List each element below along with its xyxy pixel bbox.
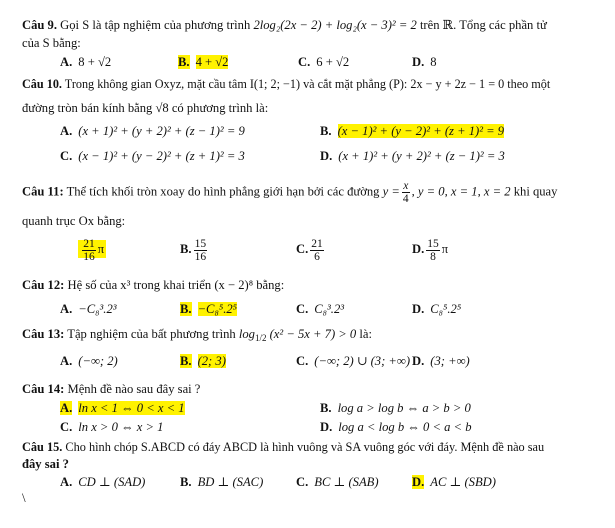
eq-rest: , y = 0, x = 1, x = 2 [411, 184, 511, 199]
option-value: CD ⊥ (SAD) [78, 475, 146, 489]
q14-option-d[interactable]: D. log a < log b ⇔ 0 < a < b [320, 420, 472, 434]
q11-option-b[interactable]: B. $\frac{15}{16}$ [180, 237, 207, 263]
q10-option-d[interactable]: D. (x + 1)² + (y + 2)² + (z − 1)² = 3 [320, 149, 505, 163]
q9-option-d[interactable]: D. 8 [412, 55, 437, 69]
option-value: −C₈³.2³ [78, 302, 117, 316]
denominator: 6 [314, 250, 320, 263]
q15-option-b[interactable]: B. BD ⊥ (SAC) [180, 475, 264, 489]
option-value: ln x < 1 ⇔ 0 < x < 1 [78, 401, 185, 415]
q14-option-a[interactable]: A. ln x < 1 ⇔ 0 < x < 1 [60, 401, 185, 415]
q9-option-a[interactable]: A. 8 + √2 [60, 55, 112, 69]
eq-y: y = [382, 184, 400, 199]
q13-option-d[interactable]: D. (3; +∞) [412, 354, 470, 368]
question-number: Câu 11: [22, 184, 64, 199]
option-value: (x + 1)² + (y + 2)² + (z − 1)² = 3 [338, 149, 505, 163]
option-value: AC ⊥ (SBD) [430, 475, 496, 489]
option-value: −C₈⁵.2⁵ [197, 302, 238, 316]
question-number: Câu 14: [22, 382, 65, 396]
question-text: Thể tích khối tròn xoay do hình phẳng giới hạn bởi các đường [66, 184, 380, 199]
question-11-cont [22, 212, 605, 230]
equation: 2log₂(2x − 2) + log₂(x − 3)² = 2 [253, 18, 417, 32]
q13-option-b[interactable]: B. (2; 3) [180, 354, 226, 368]
denominator: 4 [402, 193, 409, 205]
option-value: (x − 1)² + (y − 2)² + (z + 1)² = 3 [78, 149, 245, 163]
option-tail: π [441, 242, 449, 256]
inequality: (x² − 5x + 7) > 0 [269, 327, 357, 341]
option-value: 4 + √2 [195, 55, 229, 69]
option-value: 8 [430, 55, 437, 69]
question-text: đường tròn bán kính bằng √8 có phương trình là: [22, 101, 269, 115]
stray-backslash: \ [22, 490, 26, 505]
question-number: Câu 9. [22, 18, 57, 32]
question-text: của S bằng: [22, 36, 81, 50]
question-text: Tập nghiệm của bất phương trình [67, 327, 236, 341]
question-text: đây sai ? [22, 457, 69, 471]
question-number: Câu 12: [22, 278, 65, 292]
numerator: 15 [427, 237, 439, 250]
q15-option-d[interactable]: D. AC ⊥ (SBD) [412, 475, 496, 489]
question-14 [22, 380, 605, 398]
q12-option-c[interactable]: C. C₈³.2³ [296, 302, 345, 316]
q14-option-b[interactable]: B. log a > log b ⇔ a > b > 0 [320, 401, 471, 415]
q12-option-a[interactable]: A. −C₈³.2³ [60, 302, 117, 316]
option-value: (x − 1)² + (y − 2)² + (z + 1)² = 9 [337, 124, 505, 138]
option-value: 8 + √2 [78, 55, 112, 69]
option-value: (x + 1)² + (y + 2)² + (z − 1)² = 9 [78, 124, 245, 138]
q12-option-d[interactable]: D. C₈⁵.2⁵ [412, 302, 462, 316]
option-value: C₈³.2³ [314, 302, 345, 316]
question-text: Trong không gian Oxyz, mặt cầu tâm I(1; 2; −1) và cắt mặt phẳng (P): 2x − y + 2z − 1 = 0 theo một [64, 77, 551, 91]
q9-option-c[interactable]: C. 6 + √2 [298, 55, 350, 69]
question-text: trên ℝ. Tổng các phần tử [419, 18, 547, 32]
q10-option-b[interactable]: B. (x − 1)² + (y − 2)² + (z + 1)² = 9 [320, 124, 505, 138]
numerator: 21 [311, 237, 323, 250]
question-9 [22, 16, 605, 34]
denominator: 16 [194, 250, 207, 263]
question-13: Câu 13: Tập nghiệm của bất phương trình $\log_{1/2} (x^2 - 5x + 7) > 0$ là: [22, 327, 372, 343]
q13-option-c[interactable]: C. (−∞; 2) ∪ (3; +∞) [296, 354, 411, 368]
option-value: (−∞; 2) ∪ (3; +∞) [314, 354, 411, 368]
option-value: log a < log b ⇔ 0 < a < b [338, 420, 472, 434]
q15-option-c[interactable]: C. BC ⊥ (SAB) [296, 475, 379, 489]
option-value: (−∞; 2) [78, 354, 118, 368]
numerator: 21 [83, 237, 95, 250]
option-value: BD ⊥ (SAC) [197, 475, 264, 489]
numerator: x [403, 180, 409, 192]
question-text: khi quay [513, 184, 558, 199]
question-text: Cho hình chóp S.ABCD có đáy ABCD là hình vuông và SA vuông góc với đáy. Mệnh đề nào sau [65, 440, 545, 454]
denominator: 8 [430, 250, 436, 263]
question-10-cont [22, 99, 605, 117]
option-value: C₈⁵.2⁵ [430, 302, 462, 316]
q10-option-c[interactable]: C. (x − 1)² + (y − 2)² + (z + 1)² = 3 [60, 149, 245, 163]
question-15-cont [22, 455, 605, 473]
q11-option-c[interactable]: C. $\frac{21}{6}$ [296, 237, 323, 263]
q12-option-b[interactable]: B. −C₈⁵.2⁵ [180, 302, 238, 316]
q10-option-a[interactable]: A. (x + 1)² + (y + 2)² + (z − 1)² = 9 [60, 124, 245, 138]
question-9-cont [22, 34, 605, 52]
question-number: Câu 13: [22, 327, 65, 341]
question-text: Gọi S là tập nghiệm của phương trình [60, 18, 251, 32]
question-number: Câu 15. [22, 440, 63, 454]
question-number: Câu 10. [22, 77, 62, 91]
q13-option-a[interactable]: A. (−∞; 2) [60, 354, 118, 368]
option-value: 6 + √2 [316, 55, 350, 69]
option-tail: π [97, 242, 105, 256]
denominator: 16 [83, 250, 95, 263]
q9-option-b[interactable]: B. 4 + √2 [178, 55, 229, 69]
option-value: log a > log b ⇔ a > b > 0 [337, 401, 471, 415]
q15-option-a[interactable]: A. CD ⊥ (SAD) [60, 475, 146, 489]
question-text: quanh trục Ox bằng: [22, 214, 126, 228]
question-text: Hệ số của x³ trong khai triển (x − 2)⁸ bằng: [67, 278, 285, 292]
question-text: là: [359, 327, 372, 341]
question-10 [22, 75, 605, 93]
question-11 [22, 180, 605, 205]
question-text: Mệnh đề nào sau đây sai ? [67, 382, 201, 396]
q11-option-d[interactable]: D. $\frac{15}{8}$ π [412, 237, 449, 263]
option-value: (3; +∞) [430, 354, 470, 368]
q14-option-c[interactable]: C. ln x > 0 ⇔ x > 1 [60, 420, 164, 434]
q11-option-a[interactable] [60, 232, 106, 266]
log-base: 1/2 [254, 333, 267, 343]
option-value: (2; 3) [197, 354, 226, 368]
option-value: ln x > 0 ⇔ x > 1 [78, 420, 164, 434]
numerator: 15 [194, 237, 207, 250]
option-value: BC ⊥ (SAB) [314, 475, 379, 489]
question-12 [22, 276, 605, 294]
fraction [402, 180, 410, 205]
question-15 [22, 438, 605, 456]
